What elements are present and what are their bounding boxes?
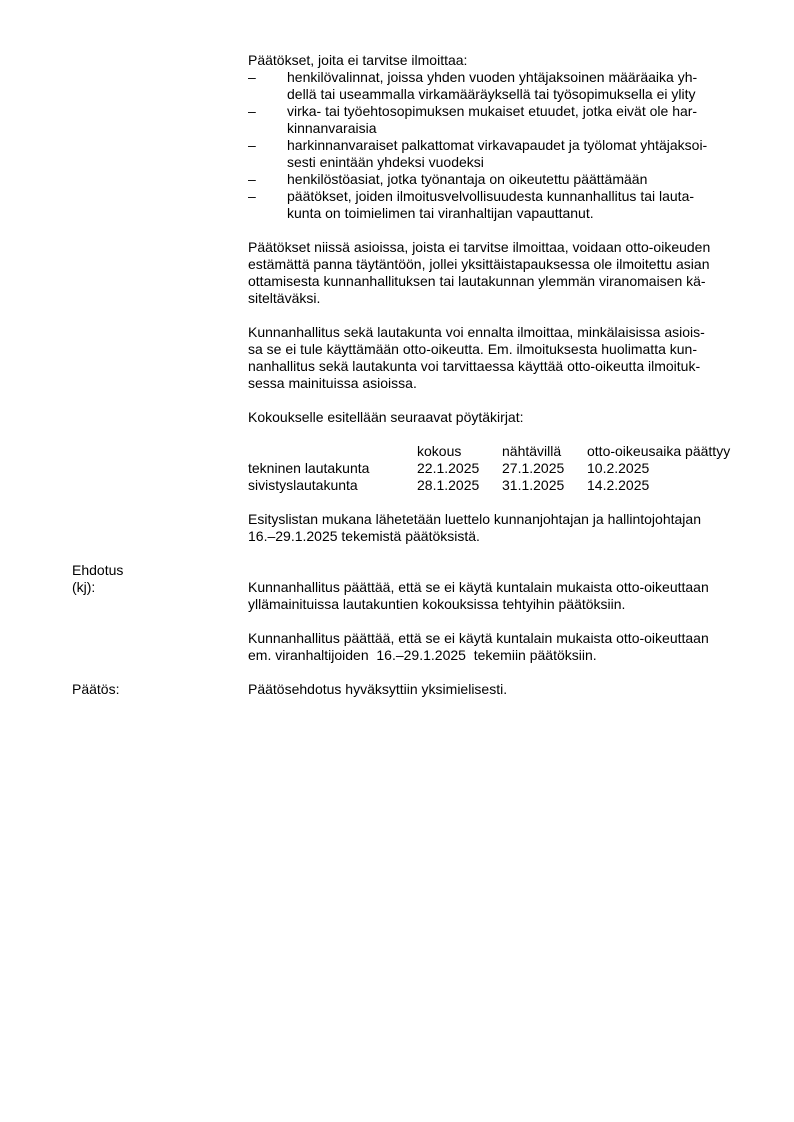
- list-item-line: dellä tai useammalla virkamääräyksellä tai työsopimuksella ei ylity: [287, 86, 696, 102]
- paragraph-line: em. viranhaltijoiden 16.–29.1.2025 tekemiin päätöksiin.: [248, 647, 597, 663]
- paragraph-ennalta-ilmoitus: [248, 324, 738, 392]
- paragraph-line: 16.–29.1.2025 tekemistä päätöksistä.: [248, 528, 480, 544]
- minutes-intro: Kokoukselle esitellään seuraavat pöytäkirjat:: [248, 409, 524, 425]
- list-item-line: harkinnanvaraiset palkattomat virkavapaudet ja työlomat yhtäjaksoi-: [287, 137, 708, 153]
- table-cell-otto-oikeusaika: 10.2.2025: [587, 460, 650, 476]
- table-header-nahtavilla: nähtävillä: [502, 443, 562, 459]
- table-header-otto-oikeusaika: otto-oikeusaika päättyy: [587, 443, 731, 459]
- paragraph-line: Päätökset niissä asioissa, joista ei tarvitse ilmoittaa, voidaan otto-oikeuden: [248, 239, 711, 255]
- table-header-empty: [248, 443, 417, 460]
- list-item: [248, 69, 738, 103]
- paragraph-line: Kunnanhallitus sekä lautakunta voi ennalta ilmoittaa, minkälaisissa asiois-: [248, 324, 705, 340]
- minutes-table: [248, 443, 738, 494]
- section-proposal: [72, 562, 738, 613]
- table-cell-otto-oikeusaika: 14.2.2025: [587, 477, 650, 493]
- proposal-maker: (kj):: [72, 579, 96, 595]
- list-item: [248, 171, 738, 188]
- proposal-label: [72, 562, 248, 613]
- list-item-line: virka- tai työehtosopimuksen mukaiset etuudet, jotka eivät ole har-: [287, 103, 698, 119]
- dash-marker: –: [248, 69, 256, 85]
- list-item: [248, 103, 738, 137]
- paragraph-line: sa se ei tule käyttämään otto-oikeutta. Em. ilmoituksesta huolimatta kun-: [248, 341, 697, 357]
- list-item-line: kunta on toimielimen tai viranhaltijan vapauttanut.: [287, 205, 594, 221]
- list-item-line: päätökset, joiden ilmoitusvelvollisuudesta kunnanhallitus tai lauta-: [287, 188, 695, 204]
- decision-label: Päätös:: [72, 681, 120, 697]
- proposal-paragraph-2: [248, 630, 738, 664]
- table-cell-nahtavilla: 31.1.2025: [502, 477, 565, 493]
- paragraph-line: sessa mainituissa asioissa.: [248, 375, 417, 391]
- dash-marker: –: [248, 103, 256, 119]
- paragraph-line: siteltäväksi.: [248, 290, 321, 306]
- section-proposal-continued: [72, 630, 738, 664]
- section-decision: [72, 681, 738, 698]
- list-item-line: sesti enintään yhdeksi vuodeksi: [287, 154, 484, 170]
- dash-marker: –: [248, 137, 256, 153]
- table-cell-kokous: 28.1.2025: [417, 477, 480, 493]
- table-header-kokous: kokous: [417, 443, 462, 459]
- decision-text: Päätösehdotus hyväksyttiin yksimielisesti.: [248, 681, 508, 697]
- list-item-line: kinnanvaraisia: [287, 120, 377, 136]
- table-row-name: sivistyslautakunta: [248, 477, 358, 493]
- paragraph-line: Esityslistan mukana lähetetään luettelo kunnanjohtajan ja hallintojohtajan: [248, 511, 701, 527]
- list-item: [248, 188, 738, 222]
- exception-list: [248, 69, 738, 222]
- table-cell-kokous: 22.1.2025: [417, 460, 480, 476]
- paragraph-line: ottamisesta kunnanhallituksen tai lautakunnan ylemmän viranomaisen kä-: [248, 273, 706, 289]
- paragraph-line: Kunnanhallitus päättää, että se ei käytä kuntalain mukaista otto-oikeuttaan: [248, 579, 709, 595]
- paragraph-otto-oikeus: [248, 239, 738, 307]
- proposal-label-line: Ehdotus: [72, 562, 124, 578]
- dash-marker: –: [248, 171, 256, 187]
- intro-heading: Päätökset, joita ei tarvitse ilmoittaa:: [248, 52, 468, 68]
- list-item: [248, 137, 738, 171]
- paragraph-line: Kunnanhallitus päättää, että se ei käytä kuntalain mukaista otto-oikeuttaan: [248, 630, 709, 646]
- table-row-name: tekninen lautakunta: [248, 460, 370, 476]
- section-exceptions: [72, 52, 738, 545]
- paragraph-line: nanhallitus sekä lautakunta voi tarvittaessa käyttää otto-oikeutta ilmoituk-: [248, 358, 701, 374]
- table-cell-nahtavilla: 27.1.2025: [502, 460, 565, 476]
- paragraph-line: yllämainituissa lautakuntien kokouksissa tehtyihin päätöksiin.: [248, 596, 626, 612]
- dash-marker: –: [248, 188, 256, 204]
- paragraph-line: estämättä panna täytäntöön, jollei yksittäistapauksessa ole ilmoitettu asian: [248, 256, 710, 272]
- proposal-paragraph-1: [248, 562, 738, 613]
- list-item-line: henkilövalinnat, joissa yhden vuoden yhtäjaksoinen määräaika yh-: [287, 69, 698, 85]
- paragraph-esityslista: [248, 511, 738, 545]
- list-item-line: henkilöstöasiat, jotka työnantaja on oikeutettu päättämään: [287, 171, 648, 187]
